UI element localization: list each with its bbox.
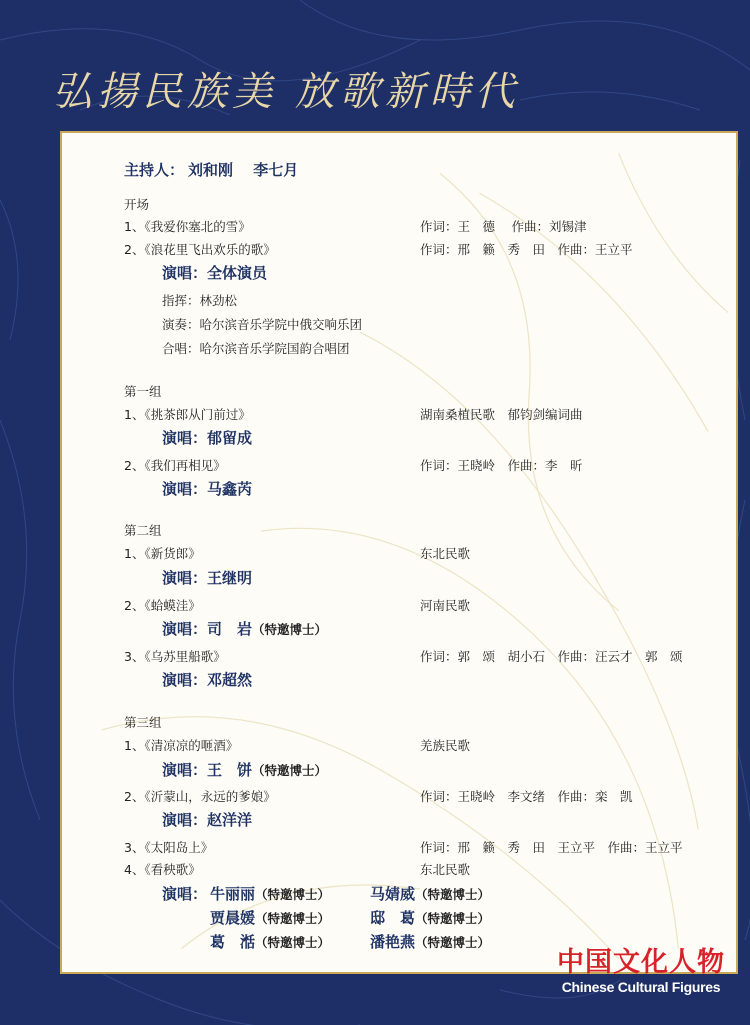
watermark-english: Chinese Cultural Figures (561, 979, 721, 995)
song-credit: 湖南桑植民歌 郁钧剑编词曲 (420, 407, 583, 422)
conductor-line: 指挥：林劲松 (162, 293, 238, 308)
singer-note: （特邀博士） (415, 911, 491, 926)
singer-line: 演唱：郁留成 (162, 429, 253, 447)
song-title: 1、《挑茶郎从门前过》 (124, 407, 251, 422)
orchestra-line: 演奏：哈尔滨音乐学院中俄交响乐团 (162, 317, 363, 332)
chorus-line: 合唱：哈尔滨音乐学院国韵合唱团 (162, 341, 350, 356)
song-credit: 羌族民歌 (420, 738, 471, 753)
singer-note: （特邀博士） (415, 887, 491, 902)
singer-note: （特邀博士） (252, 763, 328, 778)
watermark-chinese: 中国文化人物 (557, 947, 725, 978)
song-row (62, 405, 736, 425)
song-title: 2、《浪花里飞出欢乐的歌》 (124, 242, 276, 257)
song-title: 1、《清凉凉的咂酒》 (124, 738, 239, 753)
song-row (62, 860, 736, 880)
section-heading-opening: 开场 (124, 197, 150, 212)
singer-line: 演唱：马鑫芮 (162, 480, 253, 498)
song-title: 2、《沂蒙山，永远的爹娘》 (124, 789, 276, 804)
singer-note: （特邀博士） (252, 622, 328, 637)
section-heading-group1: 第一组 (124, 384, 162, 399)
final-singer (210, 907, 330, 928)
singer-note: （特邀博士） (255, 887, 331, 902)
song-row (62, 544, 736, 564)
page-title: 弘揚民族美 放歌新時代 (52, 69, 520, 115)
song-credit: 作词：王晓岭 作曲：李 昕 (420, 458, 583, 473)
singer-name: 马婧威 (370, 885, 416, 903)
watermark-logo (556, 948, 726, 996)
singer-name: 葛 湉 (210, 933, 256, 951)
song-credit: 作词：王晓岭 李文绪 作曲：栾 凯 (420, 789, 633, 804)
singer-line: 演唱：王继明 (162, 569, 253, 587)
singer-line: 演唱：邓超然 (162, 671, 253, 689)
final-singer (210, 931, 330, 952)
program-card (60, 131, 738, 974)
song-credit: 东北民歌 (420, 546, 471, 561)
song-credit: 作词：邢 籁 秀 田 作曲：王立平 (420, 242, 633, 257)
host-label: 主持人： (124, 161, 185, 179)
song-row (62, 596, 736, 616)
song-title: 3、《太阳岛上》 (124, 840, 214, 855)
song-row (62, 456, 736, 476)
section-heading-group2: 第二组 (124, 523, 162, 538)
singer-name: 贾晨媛 (210, 909, 256, 927)
song-row (62, 647, 736, 667)
song-credit: 作词：王 德 作曲：刘锡津 (420, 219, 587, 234)
singer-note: （特邀博士） (415, 935, 491, 950)
final-singer (370, 931, 490, 952)
song-title: 3、《乌苏里船歌》 (124, 649, 226, 664)
singer-line (162, 618, 327, 639)
song-credit: 东北民歌 (420, 862, 471, 877)
host-names: 刘和刚 李七月 (188, 161, 299, 179)
final-singer (210, 883, 330, 904)
singer-name: 邸 葛 (370, 909, 416, 927)
singer-name: 演唱：王 饼 (162, 761, 253, 779)
singer-name: 牛丽丽 (210, 885, 256, 903)
song-row (62, 217, 736, 237)
song-row (62, 838, 736, 858)
song-row (62, 736, 736, 756)
singer-line (162, 759, 327, 780)
song-title: 2、《蛤蟆洼》 (124, 598, 201, 613)
final-singer-label: 演唱： (162, 885, 208, 903)
song-title: 2、《我们再相见》 (124, 458, 226, 473)
song-credit: 作词：邢 籁 秀 田 王立平 作曲：王立平 (420, 840, 683, 855)
singer-note: （特邀博士） (255, 911, 331, 926)
singer-name: 潘艳燕 (370, 933, 416, 951)
host-line (124, 159, 298, 180)
final-singer (370, 907, 490, 928)
singer-line: 演唱：赵洋洋 (162, 811, 253, 829)
song-row (62, 240, 736, 260)
singer-name: 演唱：司 岩 (162, 620, 253, 638)
song-row (62, 787, 736, 807)
song-title: 1、《我爱你塞北的雪》 (124, 219, 251, 234)
final-singer (370, 883, 490, 904)
song-credit: 作词：郭 颂 胡小石 作曲：汪云才 郭 颂 (420, 649, 683, 664)
song-title: 4、《看秧歌》 (124, 862, 201, 877)
section-heading-group3: 第三组 (124, 715, 162, 730)
song-title: 1、《新货郎》 (124, 546, 201, 561)
singer-line: 演唱：全体演员 (162, 264, 268, 282)
song-credit: 河南民歌 (420, 598, 471, 613)
singer-note: （特邀博士） (255, 935, 331, 950)
